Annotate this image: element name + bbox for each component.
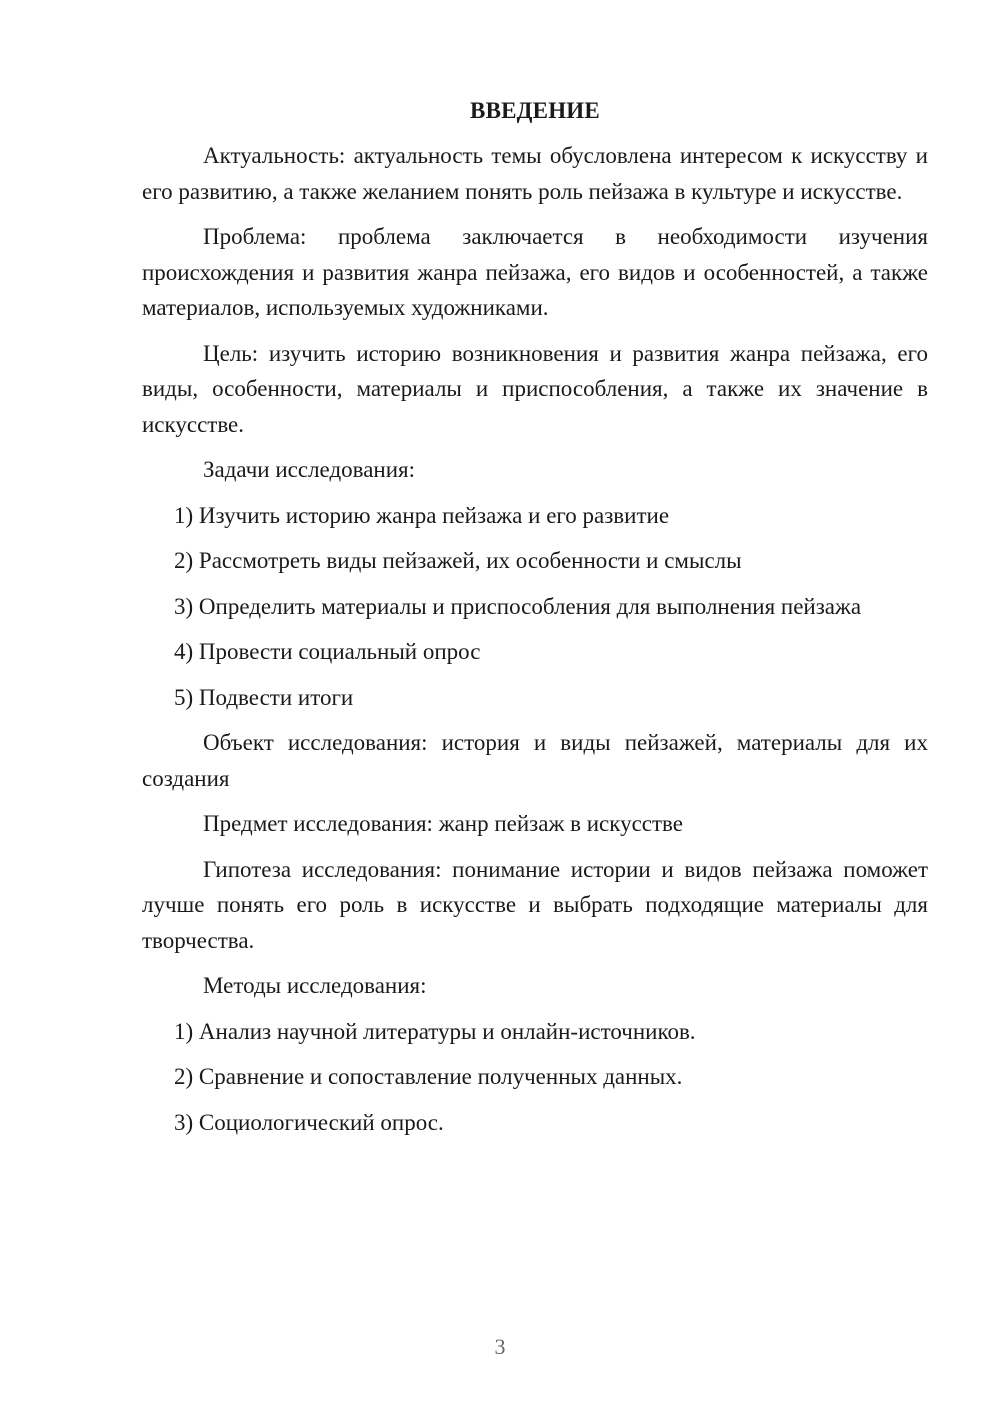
goal-paragraph: Цель: изучить историю возникновения и развития жанра пейзажа, его виды, особенности, материалы и приспособления, а также их значение в искусстве. bbox=[142, 340, 928, 437]
document-page bbox=[142, 96, 928, 1150]
task-item: 3) Определить материалы и приспособления для выполнения пейзажа bbox=[174, 593, 862, 619]
method-item: 3) Социологический опрос. bbox=[174, 1109, 444, 1135]
method-item: 1) Анализ научной литературы и онлайн-источников. bbox=[174, 1018, 696, 1044]
page-number: 3 bbox=[494, 1334, 506, 1359]
task-item: 4) Провести социальный опрос bbox=[174, 639, 481, 664]
page-title: ВВЕДЕНИЕ bbox=[470, 98, 600, 123]
hypothesis-paragraph: Гипотеза исследования: понимание истории и видов пейзажа поможет лучше понять его роль в искусстве и выбрать подходящие материалы для творчества. bbox=[142, 856, 928, 953]
methods-heading: Методы исследования: bbox=[203, 973, 427, 998]
tasks-heading: Задачи исследования: bbox=[203, 457, 416, 482]
task-item: 5) Подвести итоги bbox=[174, 684, 354, 710]
object-paragraph: Объект исследования: история и виды пейзажей, материалы для их создания bbox=[142, 730, 928, 791]
subject-paragraph: Предмет исследования: жанр пейзаж в искусстве bbox=[203, 811, 683, 836]
task-item: 1) Изучить историю жанра пейзажа и его развитие bbox=[174, 502, 670, 528]
methods-list bbox=[142, 1014, 928, 1140]
relevance-paragraph: Актуальность: актуальность темы обусловлена интересом к искусству и его развитию, а также желанием понять роль пейзажа в культуре и искусстве. bbox=[142, 143, 928, 204]
task-item: 2) Рассмотреть виды пейзажей, их особенности и смыслы bbox=[174, 548, 742, 573]
tasks-list bbox=[142, 498, 928, 715]
method-item: 2) Сравнение и сопоставление полученных данных. bbox=[174, 1064, 683, 1089]
problem-paragraph: Проблема: проблема заключается в необходимости изучения происхождения и развития жанра пейзажа, его видов и особенностей, а также материалов, используемых художниками. bbox=[142, 224, 928, 320]
